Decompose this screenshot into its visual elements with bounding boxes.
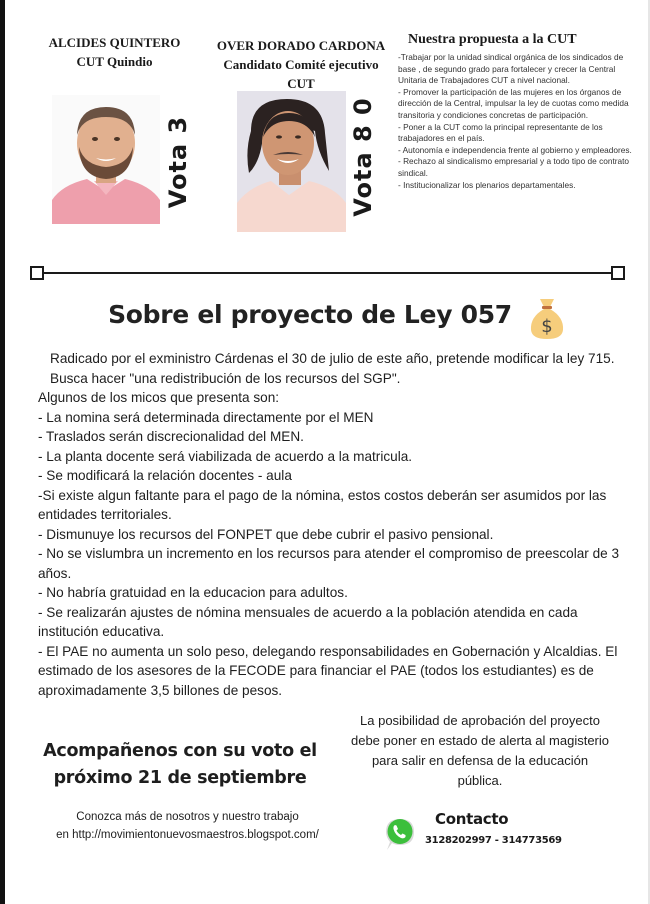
candidate-2-vote-label: Vota 8 0: [349, 97, 377, 217]
candidate-2-subtitle: Candidato Comité ejecutivo: [223, 57, 379, 72]
law-item: - No se vislumbra un incremento en los recursos para atender el compromiso de preescolar de 3 años.: [38, 546, 620, 581]
proposal-list: [398, 52, 643, 191]
law-item: - No habría gratuidad en la educacion para adultos.: [38, 585, 348, 600]
proposal-item: -Trabajar por la unidad sindical orgánica de los sindicados de base , de segundo grado para fortalecer y crecer la Central Unitaria de Trabajadores CUT a nivel nacional.: [398, 52, 624, 86]
law-item: - Traslados serán discrecionalidad del MEN.: [38, 429, 304, 444]
law-list-heading: Algunos de los micos que presenta son:: [38, 390, 280, 405]
law-item: - La nomina será determinada directamente por el MEN: [38, 409, 374, 425]
vote-call-to-action: [30, 738, 330, 792]
candidate-2-heading: [200, 36, 402, 93]
law-section-title: Sobre el proyecto de Ley 057: [108, 300, 512, 329]
divider-line: [42, 272, 613, 274]
candidate-2-name: OVER DORADO CARDONA: [216, 38, 386, 53]
candidate-1-name: ALCIDES QUINTERO: [48, 35, 181, 50]
proposal-title: Nuestra propuesta a la CUT: [408, 32, 577, 47]
proposal-section: [398, 32, 643, 191]
law-body: [38, 349, 638, 700]
law-item: - Se modificará la relación docentes - aula: [38, 468, 292, 483]
left-border: [0, 0, 5, 904]
section-divider: [30, 266, 625, 280]
svg-text:$: $: [541, 316, 553, 337]
candidate-2-subtitle-2: CUT: [287, 76, 315, 91]
cta-line-2: próximo 21 de septiembre: [53, 768, 307, 788]
law-item: - Dismunuye los recursos del FONPET que debe cubrir el pasivo pensional.: [38, 526, 494, 542]
whatsapp-icon: [383, 816, 417, 852]
proposal-item: - Autonomía e independencia frente al gobierno y empleadores.: [398, 144, 632, 155]
candidate-1-subtitle: CUT Quindio: [76, 54, 153, 69]
proposal-item: - Poner a la CUT como la principal representante de los trabajadores en el país.: [398, 121, 603, 144]
more-info-line-1: Conozca más de nosotros y nuestro trabajo: [76, 811, 299, 823]
proposal-item: - Promover la participación de las mujeres en los órganos de dirección de la Central, impulsar la ley de cuotas como medida transitoria y condiciones concretas de participación.: [398, 86, 629, 120]
divider-left-square: [30, 266, 44, 280]
alert-text: La posibilidad de aprobación del proyecto debe poner en estado de alerta al magisterio para salir en defensa de la educación pública.: [350, 713, 609, 788]
law-item: - La planta docente será viabilizada de acuerdo a la matricula.: [38, 448, 413, 464]
proposal-item: - Institucionalizar los plenarios departamentales.: [398, 179, 576, 190]
candidate-2-photo: [237, 91, 346, 232]
law-item: - Se realizarán ajustes de nómina mensuales de acuerdo a la población atendida en cada institución educativa.: [38, 604, 578, 639]
cta-line-1: Acompañenos con su voto el: [43, 741, 317, 761]
blog-link[interactable]: en http://movimientonuevosmaestros.blogspot.com/: [56, 829, 319, 841]
law-item: -Si existe algun faltante para el pago de la nómina, estos costos deberán ser asumidos por las entidades territoriales.: [38, 487, 607, 522]
more-info: [15, 808, 360, 844]
money-bag-icon: [528, 297, 566, 341]
candidate-1-photo: [52, 95, 160, 224]
candidate-1-vote-label: Vota 3: [164, 115, 192, 209]
law-intro: Radicado por el exministro Cárdenas el 30 de julio de este año, pretende modificar la ley 715. Busca hacer "una redistribución de los recursos del SGP".: [50, 351, 615, 386]
proposal-item: - Rechazo al sindicalismo empresarial y a todo tipo de contrato sindical.: [398, 156, 630, 178]
contact-phones: 3128202997 - 314773569: [425, 835, 562, 846]
contact-title: Contacto: [435, 810, 509, 828]
law-item: - El PAE no aumenta un solo peso, delegando responsabilidades en Gobernación y Alcaldias. El estimado de los asesores de la FECODE para financiar el PAE (todos los estudiantes) es de aproximadamente 3,5 billones de pesos.: [38, 643, 618, 698]
candidate-1-heading: [22, 33, 207, 71]
divider-right-square: [611, 266, 625, 280]
